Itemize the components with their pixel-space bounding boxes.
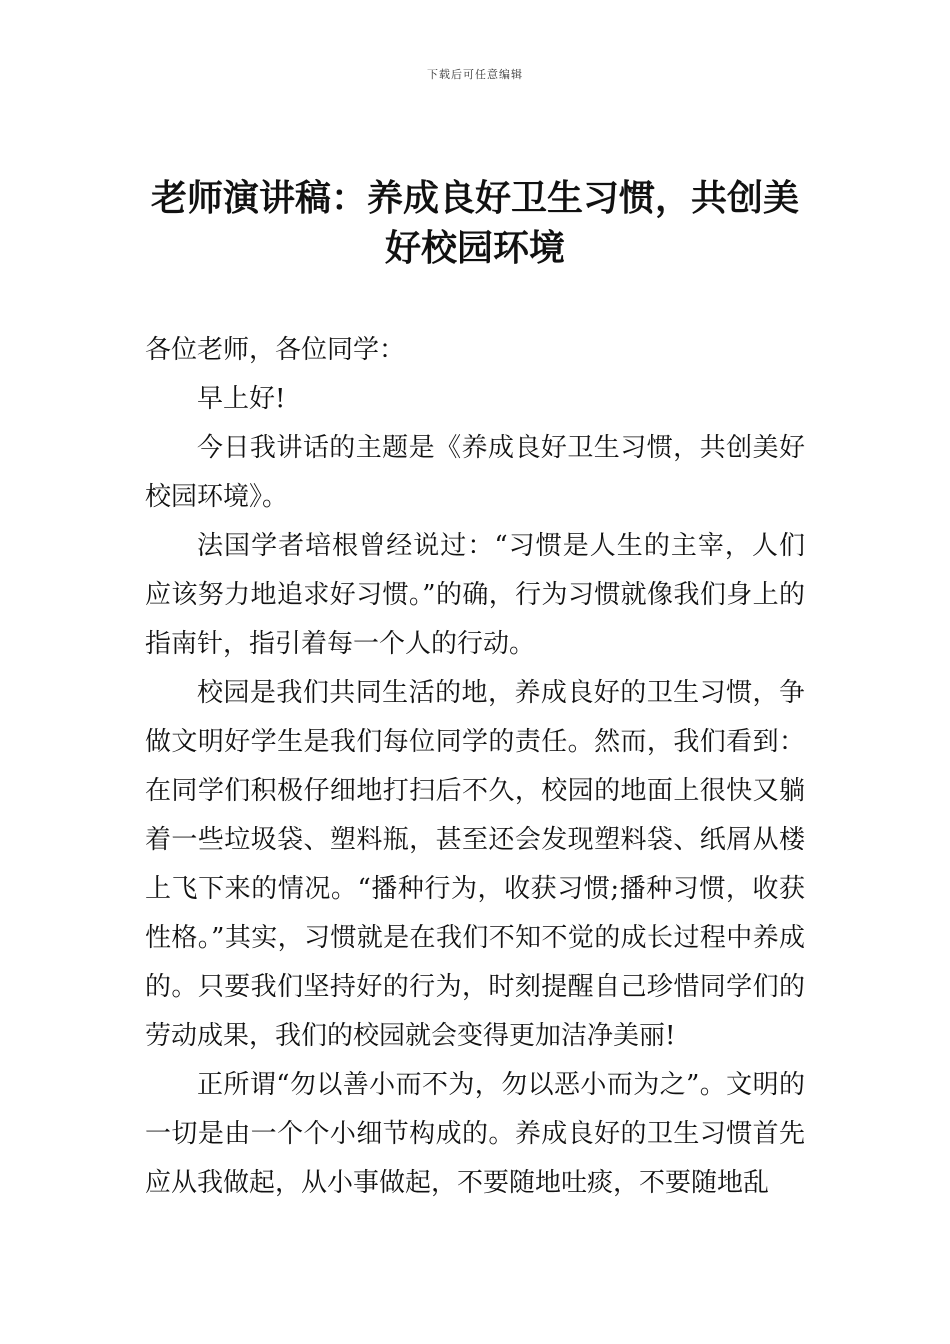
- speech-title: 老师演讲稿：养成良好卫生习惯，共创美好校园环境: [150, 178, 799, 269]
- speech-body: [145, 326, 805, 1208]
- header-note: 下载后可任意编辑: [427, 68, 523, 81]
- salutation: 各位老师，各位同学：: [145, 335, 406, 365]
- paragraph-bacon-quote: 法国学者培根曾经说过：“习惯是人生的主宰，人们应该努力地追求好习惯。”的确，行为习惯就像我们身上的指南针，指引着每一个人的行动。: [145, 531, 805, 659]
- paragraph-details: 正所谓“勿以善小而不为，勿以恶小而为之”。文明的一切是由一个个小细节构成的。养成良好的卫生习惯首先应从我做起，从小事做起，不要随地吐痰，不要随地乱: [145, 1070, 805, 1198]
- paragraph-greeting: 早上好!: [197, 384, 286, 414]
- paragraph-topic: 今日我讲话的主题是《养成良好卫生习惯，共创美好校园环境》。: [145, 433, 805, 512]
- paragraph-campus: 校园是我们共同生活的地，养成良好的卫生习惯，争做文明好学生是我们每位同学的责任。然而，我们看到：在同学们积极仔细地打扫后不久，校园的地面上很快又躺着一些垃圾袋、塑料瓶，甚至还会发现塑料袋、纸屑从楼上飞下来的情况。“播种行为，收获习惯;播种习惯，收获性格。”其实，习惯就是在我们不知不觉的成长过程中养成的。只要我们坚持好的行为，时刻提醒自己珍惜同学们的劳动成果，我们的校园就会变得更加洁净美丽!: [145, 678, 805, 1051]
